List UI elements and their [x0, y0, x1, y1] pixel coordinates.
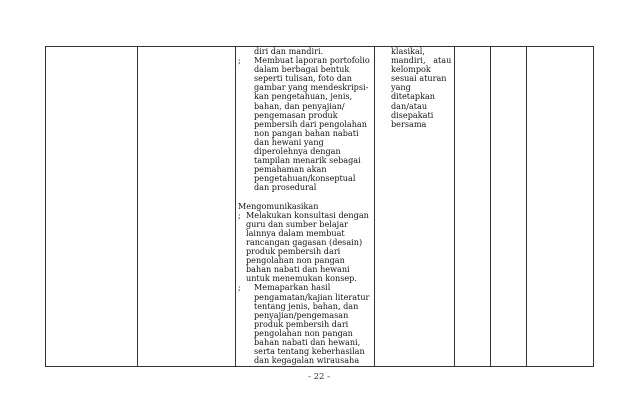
text-line: pengolahan non pangan: [246, 255, 345, 266]
table-cell-col1: [46, 47, 138, 367]
text-line: klasikal,: [391, 46, 425, 56]
text-line: dalam berbagai bentuk: [254, 64, 350, 75]
table-cell-learning-activities: [236, 47, 375, 367]
assessment-text: [375, 47, 454, 129]
text-line: dan hewani yang: [254, 136, 324, 147]
text-line: bahan nabati dan hewani: [246, 264, 350, 275]
text-line: diperolehnya dengan: [254, 146, 341, 157]
text-line: rancangan gagasan (desain): [246, 236, 363, 247]
text-line: produk pembersih dari: [246, 246, 341, 257]
text-line: serta tentang keberhasilan: [254, 346, 365, 357]
text-line: diri dan mandiri.: [254, 46, 324, 56]
text-line: yang: [391, 82, 411, 93]
text-line: disepakati: [391, 109, 434, 120]
text-line: kelompok: [391, 64, 431, 75]
text-line: bersama: [391, 118, 427, 129]
table-cell-assessment: [375, 47, 455, 367]
content-table: [45, 46, 594, 367]
bullet-marker: ;: [238, 55, 241, 66]
text-line: sesuai aturan: [391, 73, 447, 84]
text-line: untuk menemukan konsep.: [246, 273, 357, 284]
text-line: lainnya dalam membuat: [246, 227, 345, 238]
text-line: penyajian/pengemasan: [254, 309, 349, 320]
text-line: guru dan sumber belajar: [246, 218, 348, 229]
text-line: bahan, dan penyajian/: [254, 100, 345, 111]
text-line: bahan nabati dan hewani,: [254, 337, 361, 347]
text-line: tentang jenis, bahan, dan: [254, 300, 359, 311]
text-line: dan kegagalan wirausaha: [254, 355, 360, 366]
text-line: pengetahuan/konseptual: [254, 173, 356, 184]
learning-activities-text: [236, 47, 374, 365]
line-text: Membuat laporan portofolio: [254, 55, 370, 66]
table-cell-col5: [455, 47, 491, 367]
text-line: pengemasan produk: [254, 109, 338, 120]
text-line: pengamatan/kajian literatur: [254, 291, 370, 302]
text-line: pemahaman akan: [254, 164, 327, 175]
table-cell-col2: [138, 47, 236, 367]
text-line: Mengomunikasikan: [238, 200, 319, 211]
text-line: dan/atau: [391, 100, 428, 111]
table-cell-col7: [527, 47, 594, 367]
text-line: produk pembersih dari: [254, 318, 349, 329]
line-text: Melakukan konsultasi dengan: [246, 209, 369, 220]
bullet-marker: ;: [238, 209, 241, 220]
text-line: pembersih dari pengolahan: [254, 118, 367, 129]
text-line: dan prosedural: [254, 182, 317, 193]
page-number: - 22 -: [308, 372, 330, 382]
text-line: kan pengetahuan, jenis,: [254, 91, 353, 102]
bullet-marker: ;: [238, 282, 241, 293]
text-line: ditetapkan: [391, 91, 436, 102]
text-line: seperti tulisan, foto dan: [254, 73, 352, 84]
text-line: tampilan menarik sebagai: [254, 155, 361, 166]
text-line: gambar yang mendeskripsi-: [254, 82, 369, 93]
line-text: Memaparkan hasil: [254, 282, 331, 293]
text-line: pengolahan non pangan: [254, 327, 353, 338]
text-line: non pangan bahan nabati: [254, 127, 359, 138]
text-line: mandiri, atau: [391, 55, 452, 66]
table-cell-col6: [491, 47, 527, 367]
table-row: [46, 47, 594, 367]
